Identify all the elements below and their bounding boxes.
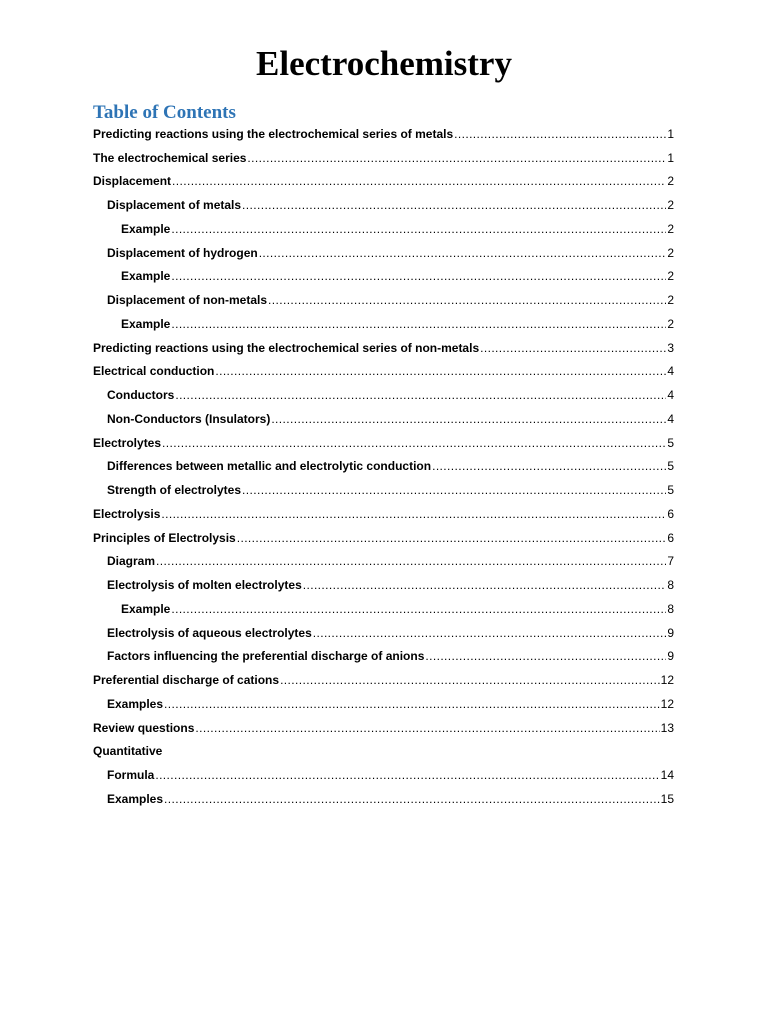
toc-entry-label: Strength of electrolytes [107,483,242,498]
toc-entry-label: Predicting reactions using the electrochemical series of metals [93,126,454,141]
toc-entry-page-number: 2 [667,293,674,308]
toc-entry-page-number: 2 [667,198,674,213]
toc-entry-page-number: 5 [667,459,674,474]
toc-dot-leader [425,649,666,663]
toc-entry[interactable] [93,193,674,217]
toc-entry[interactable] [93,383,674,407]
toc-dot-leader [164,792,660,806]
toc-entry-label: Example [121,601,171,616]
document-title: Electrochemistry [256,44,512,83]
toc-entry-label: Electrical conduction [93,364,215,379]
toc-entry-label: Displacement [93,174,172,189]
toc-entry-page-number: 5 [667,435,674,450]
toc-entry-label: Electrolysis of aqueous electrolytes [107,625,312,640]
toc-entry[interactable] [93,692,674,716]
toc-entry[interactable] [93,550,674,574]
toc-entry-page-number: 7 [667,554,674,569]
toc-dot-leader [215,364,666,378]
toc-entry[interactable] [93,455,674,479]
toc-entry[interactable] [93,573,674,597]
toc-dot-leader [242,198,666,212]
toc-entry-page-number: 9 [667,649,674,664]
toc-entry[interactable] [93,740,674,764]
toc-dot-leader [171,222,666,236]
toc-entry-label: Preferential discharge of cations [93,673,280,688]
toc-entry-page-number: 8 [667,601,674,616]
toc-entry-label: Quantitative [93,744,163,759]
toc-dot-leader [247,151,666,165]
toc-entry[interactable] [93,336,674,360]
toc-entry-page-number: 6 [667,506,674,521]
toc-entry-page-number: 13 [660,720,674,735]
toc-entry[interactable] [93,763,674,787]
toc-entry-page-number: 14 [660,768,674,783]
toc-entry-page-number: 3 [667,340,674,355]
toc-entry-label: Displacement of hydrogen [107,245,258,260]
toc-entry[interactable] [93,645,674,669]
toc-entry-label: Predicting reactions using the electrochemical series of non-metals [93,340,480,355]
toc-entry-label: Example [121,221,171,236]
toc-entry-label: Formula [107,768,155,783]
toc-entry-label: Example [121,269,171,284]
toc-entry-label: Displacement of metals [107,198,242,213]
toc-entry[interactable] [93,716,674,740]
toc-dot-leader [454,127,666,141]
toc-entry-label: Electrolysis of molten electrolytes [107,578,302,593]
toc-entry-label: Review questions [93,720,195,735]
toc-entry-page-number: 2 [667,269,674,284]
toc-entry-page-number: 8 [667,578,674,593]
toc-entry[interactable] [93,621,674,645]
toc-entry-page-number: 12 [660,696,674,711]
toc-dot-leader [242,483,666,497]
toc-dot-leader [280,673,660,687]
toc-entry-label: Electrolysis [93,506,161,521]
toc-dot-leader [268,293,666,307]
toc-dot-leader [155,768,659,782]
toc-dot-leader [171,602,666,616]
toc-entry-label: Examples [107,791,164,806]
toc-entry-page-number: 2 [667,174,674,189]
toc-entry-page-number: 1 [667,126,674,141]
toc-entry[interactable] [93,526,674,550]
toc-entry-label: Principles of Electrolysis [93,530,236,545]
toc-dot-leader [313,626,667,640]
toc-dot-leader [171,317,666,331]
toc-entry[interactable] [93,170,674,194]
toc-dot-leader [175,388,666,402]
toc-dot-leader [171,269,666,283]
toc-entry[interactable] [93,478,674,502]
toc-dot-leader [162,436,666,450]
toc-dot-leader [432,459,666,473]
toc-entry[interactable] [93,668,674,692]
toc-entry[interactable] [93,360,674,384]
toc-entry[interactable] [93,146,674,170]
toc-heading: Table of Contents [93,102,236,123]
toc-entry-label: Examples [107,696,164,711]
toc-entry-page-number: 4 [667,388,674,403]
toc-entry-label: Factors influencing the preferential discharge of anions [107,649,425,664]
toc-entry[interactable] [93,502,674,526]
toc-dot-leader [195,721,659,735]
toc-dot-leader [303,578,667,592]
toc-entry[interactable] [93,597,674,621]
toc-entry-page-number: 4 [667,411,674,426]
toc-entry-label: The electrochemical series [93,150,247,165]
toc-entry[interactable] [93,312,674,336]
toc-entry-page-number: 2 [667,316,674,331]
table-of-contents [93,122,674,811]
toc-entry[interactable] [93,241,674,265]
toc-entry-label: Differences between metallic and electrolytic conduction [107,459,432,474]
toc-entry[interactable] [93,217,674,241]
toc-entry-page-number: 6 [667,530,674,545]
toc-entry-page-number: 12 [660,673,674,688]
toc-entry-page-number: 4 [667,364,674,379]
toc-entry-label: Non-Conductors (Insulators) [107,411,271,426]
toc-dot-leader [156,554,666,568]
toc-dot-leader [259,246,667,260]
toc-dot-leader [161,507,666,521]
toc-entry-label: Diagram [107,554,156,569]
toc-dot-leader [164,697,660,711]
toc-entry[interactable] [93,265,674,289]
toc-entry-page-number: 15 [660,791,674,806]
toc-entry[interactable] [93,787,674,811]
toc-entry-label: Example [121,316,171,331]
toc-entry[interactable] [93,431,674,455]
toc-entry-label: Electrolytes [93,435,162,450]
toc-entry[interactable] [93,407,674,431]
toc-entry-page-number: 9 [667,625,674,640]
toc-dot-leader [480,341,666,355]
toc-dot-leader [237,531,667,545]
toc-entry-page-number: 2 [667,245,674,260]
toc-entry-page-number: 2 [667,221,674,236]
toc-entry-label: Displacement of non-metals [107,293,268,308]
toc-dot-leader [172,174,666,188]
toc-entry-page-number: 5 [667,483,674,498]
toc-entry[interactable] [93,288,674,312]
toc-entry[interactable] [93,122,674,146]
toc-entry-page-number: 1 [667,150,674,165]
toc-dot-leader [271,412,666,426]
toc-entry-label: Conductors [107,388,175,403]
